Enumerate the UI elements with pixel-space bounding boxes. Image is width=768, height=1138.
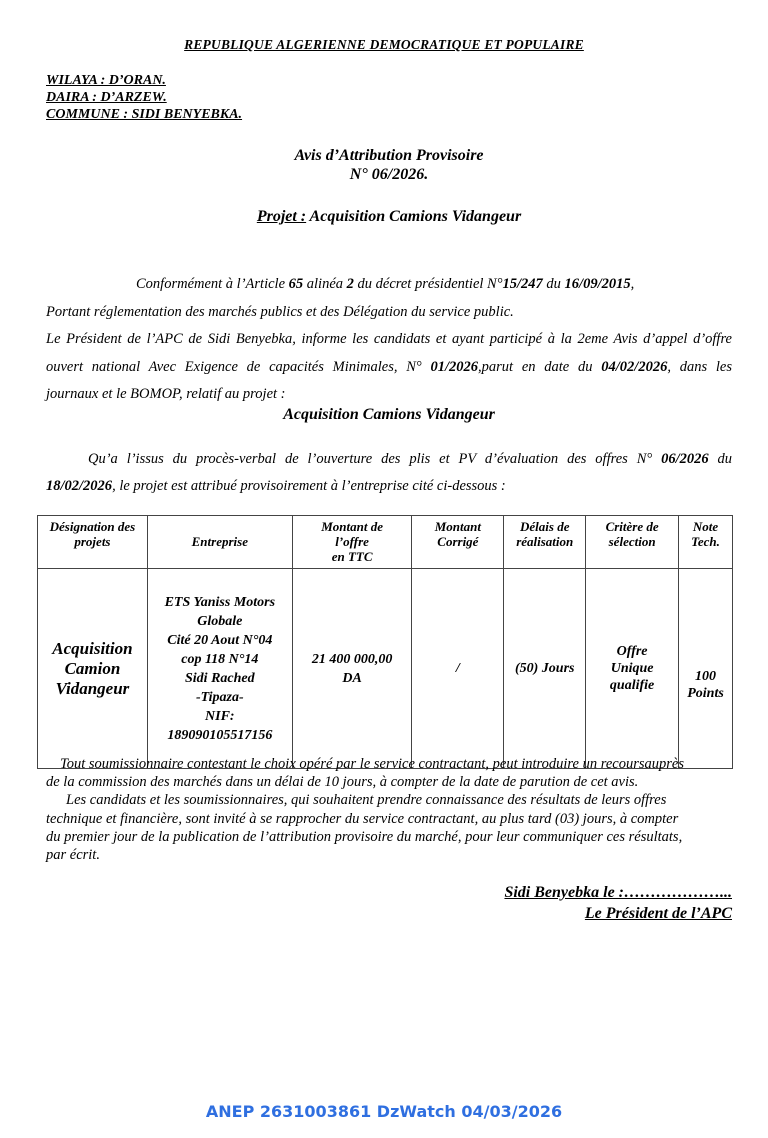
results-line-2: technique et financière, sont invité à se rapprocher du service contractant, au plus tard (03) jours, à compter: [46, 810, 679, 827]
anep-footer: ANEP 2631003861 DzWatch 04/03/2026: [205, 1102, 563, 1121]
header-montant: Montant de l’offre en TTC: [292, 516, 412, 569]
results-line-3: du premier jour de la publication de l’attribution provisoire du marché, pour leur communiquer ces résultats,: [46, 828, 683, 845]
header-entreprise: Entreprise: [147, 516, 292, 569]
recourse-line-1: Tout soumissionnaire contestant le choix opéré par le service contractant, peut introduire un recoursauprès: [60, 756, 684, 772]
signature-signatory: Le Président de l’APC: [584, 905, 732, 922]
award-line-2: 18/02/2026, le projet est attribué provisoirement à l’entreprise cité ci-dessous :: [46, 478, 506, 494]
cell-montant: 21 400 000,00 DA: [292, 569, 412, 769]
intro-line-2: Portant réglementation des marchés publics et des Délégation du service public.: [46, 303, 514, 320]
cell-entreprise: ETS Yaniss Motors Globale Cité 20 Aout N°04 cop 118 N°14 Sidi Rached -Tipaza- NIF: 189090105517156: [147, 569, 292, 769]
wilaya-line: WILAYA : D’ORAN.: [46, 73, 166, 88]
republic-header: REPUBLIQUE ALGERIENNE DEMOCRATIQUE ET POPULAIRE: [184, 37, 584, 52]
cell-critere: Offre Unique qualifie: [586, 569, 679, 769]
notice-title: Avis d’Attribution Provisoire: [294, 147, 484, 164]
header-delais: Délais de réalisation: [504, 516, 586, 569]
table-row: [38, 569, 733, 769]
award-line-1: Qu’a l’issus du procès-verbal de l’ouverture des plis et PV d’évaluation des offres N° 06/2026 du: [88, 451, 732, 467]
project-heading: [0, 208, 768, 226]
notice-number: N° 06/2026.: [349, 166, 429, 183]
cell-delais: (50) Jours: [504, 569, 586, 769]
project-label: Projet :: [256, 208, 307, 225]
results-line-4: par écrit.: [46, 847, 100, 864]
intro-line-4: ouvert national Avec Exigence de capacités Minimales, N° 01/2026,parut en date du 04/02/2026, dans les: [46, 358, 732, 375]
attribution-table: [37, 515, 733, 769]
project-name: Acquisition Camions Vidangeur: [309, 208, 522, 225]
daira-line: DAIRA : D’ARZEW.: [46, 90, 167, 105]
intro-line-1: Conformément à l’Article 65 alinéa 2 du décret présidentiel N°15/247 du 16/09/2015,: [136, 276, 635, 292]
header-montant-corrige: Montant Corrigé: [412, 516, 504, 569]
recourse-line-2: de la commission des marchés dans un délai de 10 jours, à compter de la date de parution de cet avis.: [46, 774, 639, 791]
header-designation: Désignation des projets: [38, 516, 148, 569]
administrative-header: [46, 72, 242, 123]
cell-designation: Acquisition Camion Vidangeur: [38, 569, 148, 769]
closing-paragraphs: [46, 755, 734, 864]
project-subtitle: Acquisition Camions Vidangeur: [283, 406, 495, 423]
results-line-1: Les candidats et les soumissionnaires, qui souhaitent prendre connaissance des résultats de leurs offres: [66, 792, 667, 809]
award-paragraph: [46, 446, 732, 500]
header-critere: Critère de sélection: [586, 516, 679, 569]
cell-note: 100 Points: [679, 569, 733, 769]
notice-title-block: [0, 146, 768, 184]
signature-block: [504, 882, 732, 924]
header-note: Note Tech.: [679, 516, 733, 569]
table-header-row: [38, 516, 733, 569]
cell-montant-corrige: /: [412, 569, 504, 769]
signature-place-date: Sidi Benyebka le :………………...: [504, 884, 732, 901]
intro-line-3: Le Président de l’APC de Sidi Benyebka, informe les candidats et ayant participé à la 2eme Avis d’appel d’offre: [46, 331, 732, 347]
intro-paragraph: [46, 271, 732, 409]
intro-line-5: journaux et le BOMOP, relatif au projet :: [46, 386, 286, 402]
commune-line: COMMUNE : SIDI BENYEBKA.: [46, 107, 243, 122]
